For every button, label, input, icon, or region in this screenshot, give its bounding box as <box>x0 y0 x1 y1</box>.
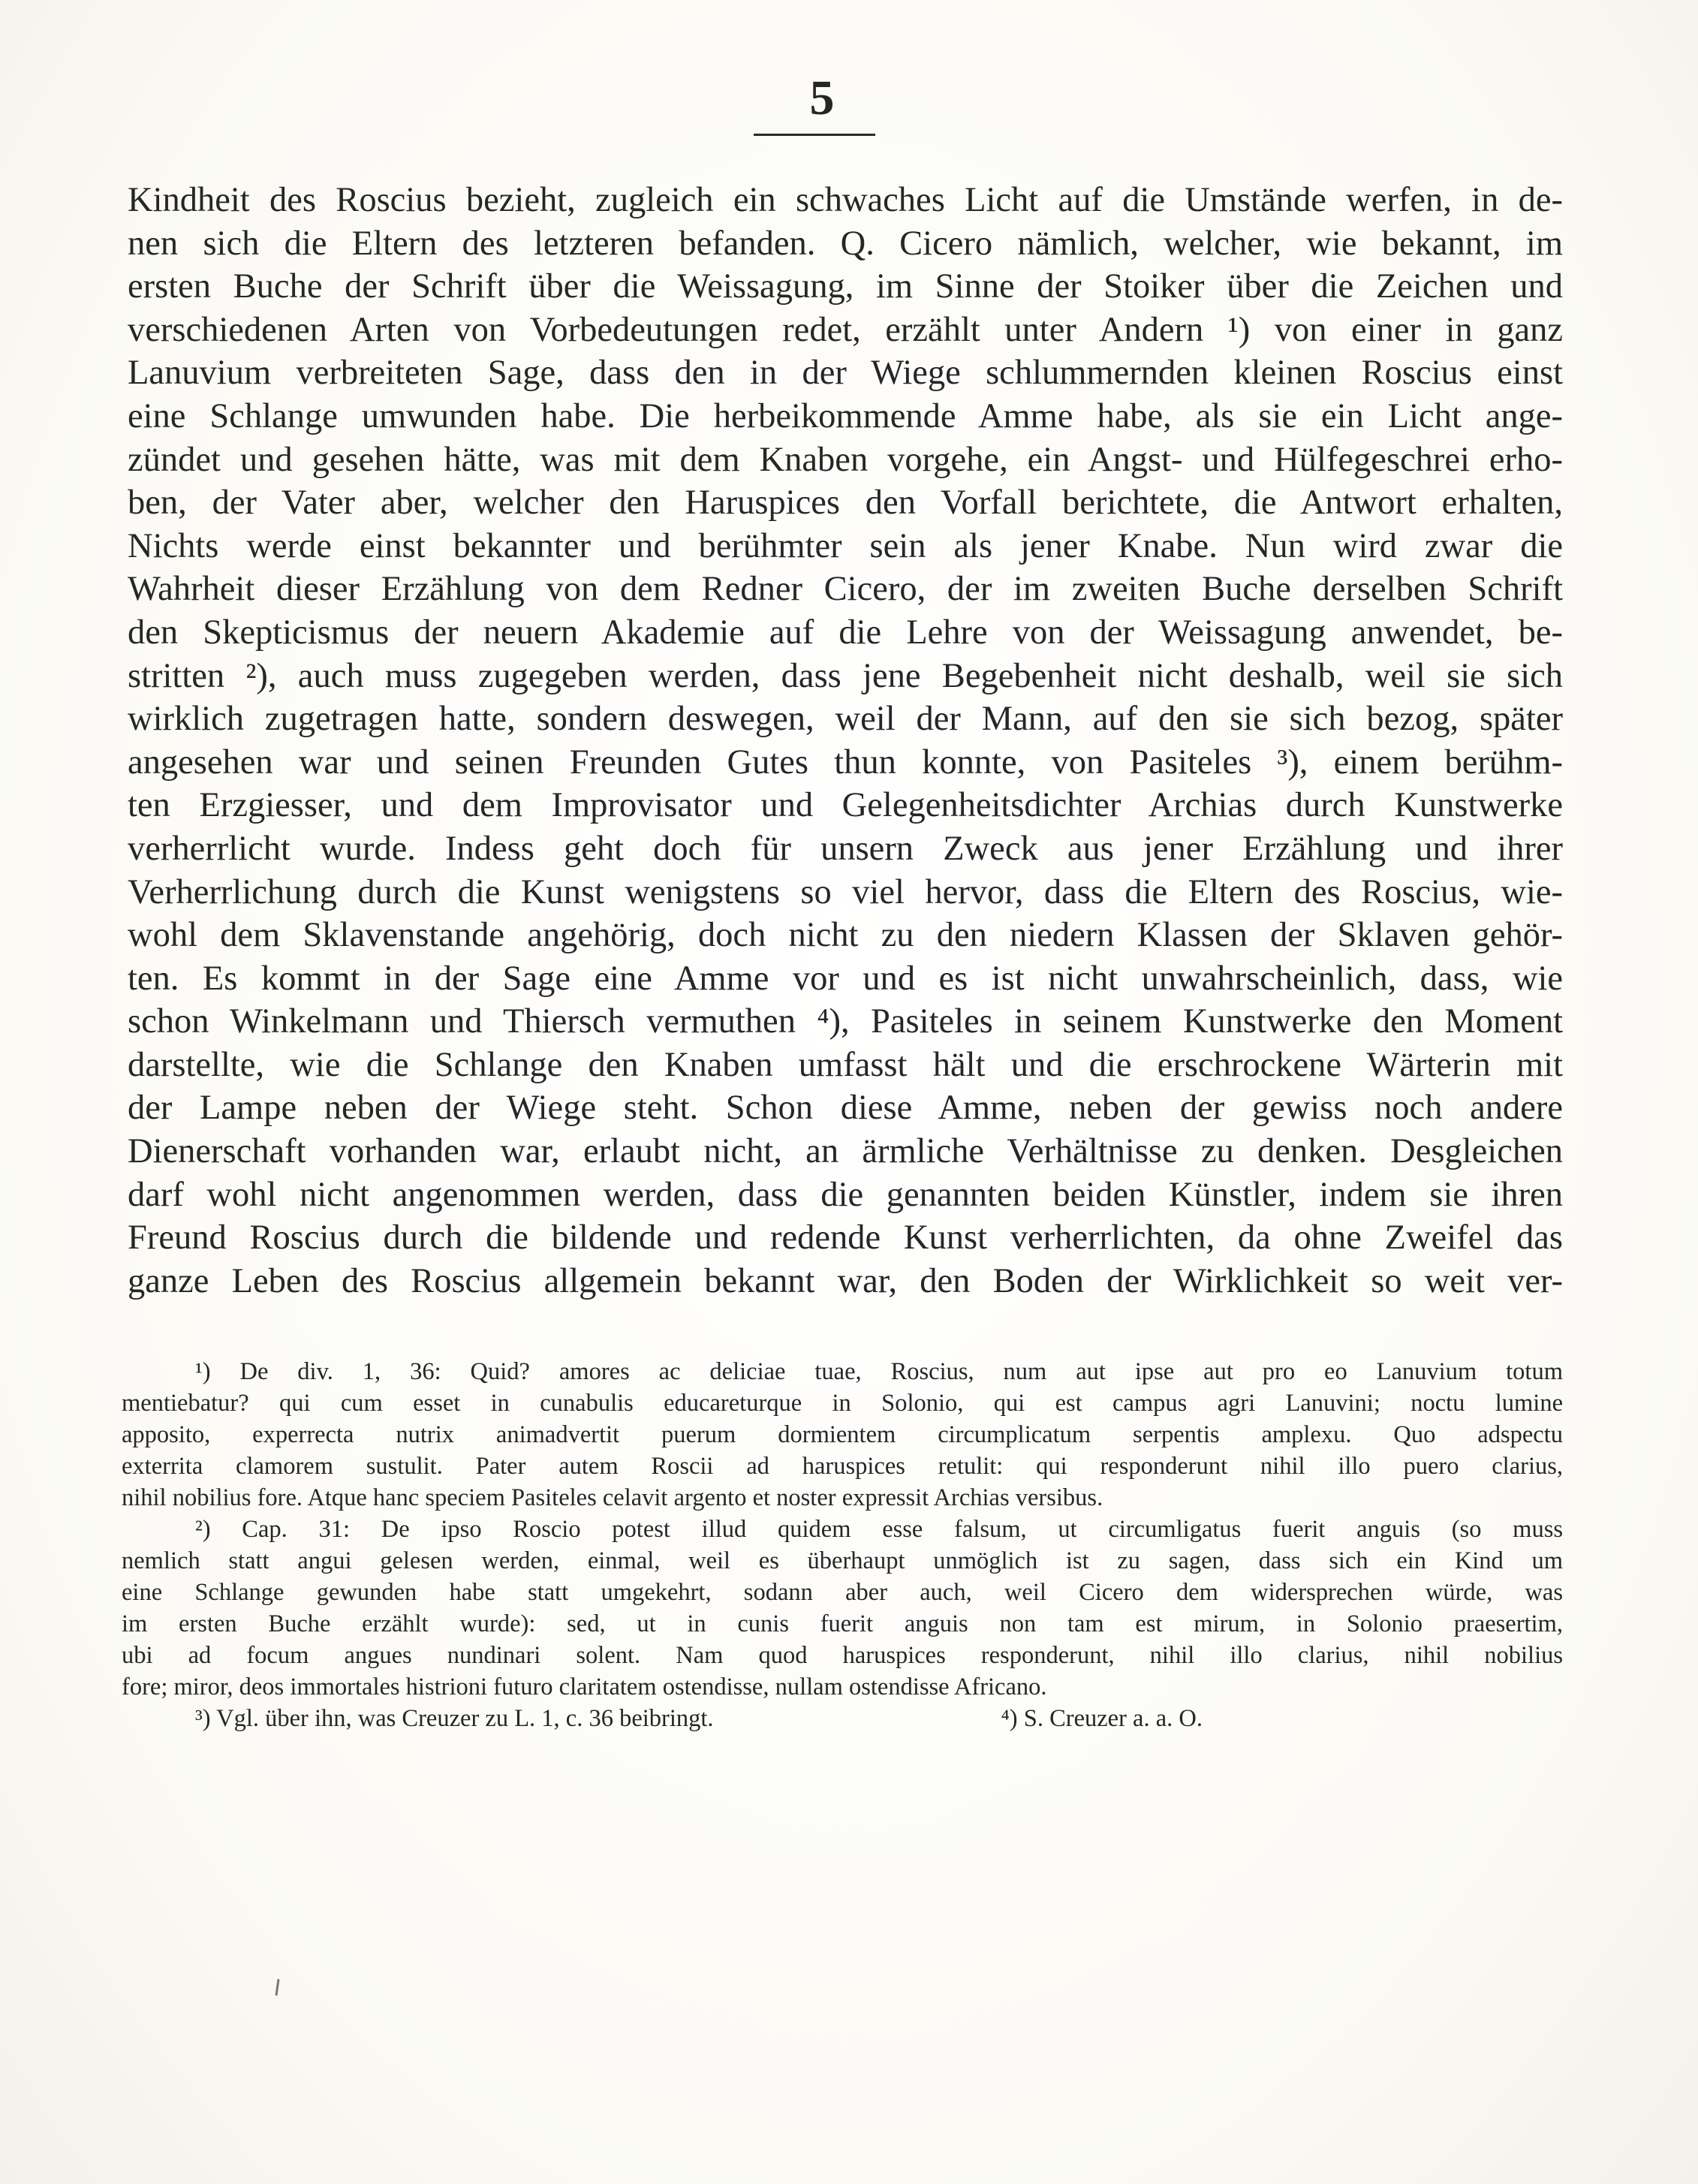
footnote-2-line: eine Schlange gewunden habe statt umgekehrt, sodann aber auch, weil Cicero dem widersprechen würde, was <box>122 1579 1563 1606</box>
footnote-2-line: fore; miror, deos immortales histrioni futuro claritatem ostendisse, nullam ostendisse Africano. <box>122 1673 1047 1701</box>
footnotes <box>122 1356 1563 1734</box>
text-line: Lanuvium verbreiteten Sage, dass den in der Wiege schlummernden kleinen Roscius einst <box>128 354 1563 393</box>
text-line: verschiedenen Arten von Vorbedeutungen redet, erzählt unter Andern ¹) von einer in ganz <box>128 310 1563 349</box>
text-line: Kindheit des Roscius bezieht, zugleich ein schwaches Licht auf die Umstände werfen, in de- <box>128 181 1563 219</box>
text-line: nen sich die Eltern des letzteren befanden. Q. Cicero nämlich, welcher, wie bekannt, im <box>128 224 1563 263</box>
footnote-1-line: exterrita clamorem sustulit. Pater autem Roscii ad haruspices retulit: qui responderunt nihil illo puero clarius, <box>122 1453 1563 1480</box>
text-line: wirklich zugetragen hatte, sondern deswegen, weil der Mann, auf den sie sich bezog, später <box>128 700 1563 739</box>
footnote-2-line: im ersten Buche erzählt wurde): sed, ut in cunis fuerit anguis non tam est mirum, in Solonio praesertim, <box>122 1610 1563 1637</box>
text-line: wohl dem Sklavenstande angehörig, doch nicht zu den niedern Klassen der Sklaven gehör- <box>128 916 1563 955</box>
footnote-2-line: ubi ad focum angues nundinari solent. Nam quod haruspices responderunt, nihil illo clarius, nihil nobilius <box>122 1642 1563 1669</box>
text-line: eine Schlange umwunden habe. Die herbeikommende Amme habe, als sie ein Licht ange- <box>128 396 1563 435</box>
footnotes-3-4 <box>122 1703 1563 1734</box>
text-line: darstellte, wie die Schlange den Knaben umfasst hält und die erschrockene Wärterin mit <box>128 1045 1563 1084</box>
footnote-1-line: nihil nobilius fore. Atque hanc speciem Pasiteles celavit argento et noster expressit Archias versibus. <box>122 1484 1103 1511</box>
text-line: ganze Leben des Roscius allgemein bekannt war, den Boden der Wirklichkeit so weit ver- <box>128 1261 1563 1300</box>
text-line: schon Winkelmann und Thiersch vermuthen ⁴), Pasiteles in seinem Kunstwerke den Moment <box>128 1002 1563 1041</box>
text-line: Verherrlichung durch die Kunst wenigstens so viel hervor, dass die Eltern des Roscius, wie- <box>128 872 1563 911</box>
text-line: Wahrheit dieser Erzählung von dem Redner Cicero, der im zweiten Buche derselben Schrift <box>128 570 1563 609</box>
footnote-1-line: ¹) De div. 1, 36: Quid? amores ac deliciae tuae, Roscius, num aut ipse aut pro eo Lanuvium totum <box>195 1358 1563 1385</box>
text-line: ersten Buche der Schrift über die Weissagung, im Sinne der Stoiker über die Zeichen und <box>128 267 1563 306</box>
text-line: angesehen war und seinen Freunden Gutes thun konnte, von Pasiteles ³), einem berühm- <box>128 743 1563 782</box>
margin-mark <box>275 1979 279 1996</box>
footnote-4: ⁴) S. Creuzer a. a. O. <box>1001 1705 1203 1732</box>
main-text <box>128 179 1563 1303</box>
footnote-1-line: mentiebatur? qui cum esset in cunabulis educareturque in Solonio, qui est campus agri Lanuvini; noctu lumine <box>122 1390 1563 1417</box>
text-line: ten. Es kommt in der Sage eine Amme vor und es ist nicht unwahrscheinlich, dass, wie <box>128 959 1563 998</box>
text-line: Freund Roscius durch die bildende und redende Kunst verherrlichten, da ohne Zweifel das <box>128 1219 1563 1258</box>
text-line: zündet und gesehen hätte, was mit dem Knaben vorgehe, ein Angst- und Hülfegeschrei erho- <box>128 440 1563 479</box>
text-line: ben, der Vater aber, welcher den Haruspices den Vorfall berichtete, die Antwort erhalten, <box>128 483 1563 523</box>
text-line: Dienerschaft vorhanden war, erlaubt nicht, an ärmliche Verhältnisse zu denken. Desgleichen <box>128 1132 1563 1171</box>
text-line: ten Erzgiesser, und dem Improvisator und Gelegenheitsdichter Archias durch Kunstwerke <box>128 786 1563 825</box>
text-line: stritten ²), auch muss zugegeben werden, dass jene Begebenheit nicht deshalb, weil sie sich <box>128 656 1563 695</box>
footnote-3: ³) Vgl. über ihn, was Creuzer zu L. 1, c. 36 beibringt. <box>195 1705 714 1732</box>
page-number: 5 <box>809 71 835 125</box>
text-line: der Lampe neben der Wiege steht. Schon diese Amme, neben der gewiss noch andere <box>128 1089 1563 1128</box>
footnote-2-line: nemlich statt angui gelesen werden, einmal, weil es überhaupt unmöglich ist zu sagen, dass sich ein Kind um <box>122 1547 1563 1574</box>
text-line: den Skepticismus der neuern Akademie auf die Lehre von der Weissagung anwendet, be- <box>128 613 1563 652</box>
footnote-1-line: apposito, experrecta nutrix animadvertit puerum dormientem circumplicatum serpentis amplexu. Quo adspectu <box>122 1421 1563 1448</box>
text-line: Nichts werde einst bekannter und berühmter sein als jener Knabe. Nun wird zwar die <box>128 526 1563 565</box>
page-number-rule <box>754 134 875 136</box>
text-line: darf wohl nicht angenommen werden, dass die genannten beiden Künstler, indem sie ihren <box>128 1175 1563 1214</box>
text-line: verherrlicht wurde. Indess geht doch für unsern Zweck aus jener Erzählung und ihrer <box>128 829 1563 868</box>
footnote-2-line: ²) Cap. 31: De ipso Roscio potest illud quidem esse falsum, ut circumligatus fuerit anguis (so muss <box>195 1516 1563 1543</box>
